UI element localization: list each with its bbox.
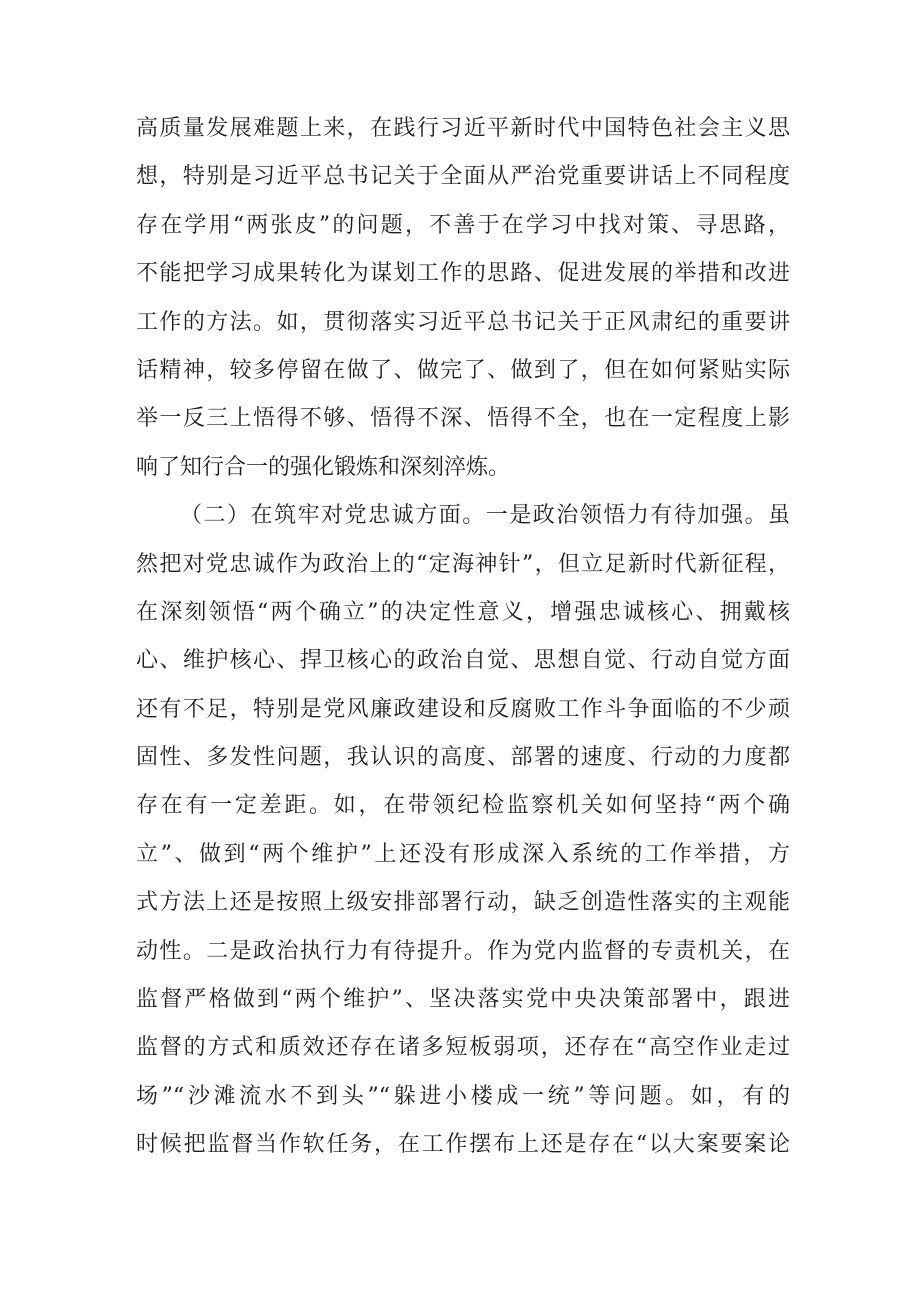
text-line: 时候把监督当作软任务，在工作摆布上还是存在“以大案要案论 xyxy=(136,1132,790,1158)
text-line: 在深刻领悟“两个确立”的决定性意义，增强忠诚核心、拥戴核 xyxy=(136,599,790,625)
text-line: 固性、多发性问题，我认识的高度、部署的速度、行动的力度都 xyxy=(136,745,790,771)
text-line: 不能把学习成果转化为谋划工作的思路、促进发展的举措和改进 xyxy=(136,261,790,287)
paragraph-first-line: （二）在筑牢对党忠诚方面。一是政治领悟力有待加强。虽 xyxy=(180,503,790,529)
text-line: 监督的方式和质效还存在诸多短板弱项，还存在“高空作业走过 xyxy=(136,1035,790,1061)
text-line: 响了知行合一的强化锻炼和深刻淬炼。 xyxy=(136,454,511,480)
text-line: 动性。二是政治执行力有待提升。作为党内监督的专责机关，在 xyxy=(136,938,790,964)
text-line: 工作的方法。如，贯彻落实习近平总书记关于正风肃纪的重要讲 xyxy=(136,309,790,335)
text-line: 高质量发展难题上来，在践行习近平新时代中国特色社会主义思 xyxy=(136,116,790,141)
text-line: 然把对党忠诚作为政治上的“定海神针”，但立足新时代新征程， xyxy=(136,551,790,577)
text-line: 式方法上还是按照上级安排部署行动，缺乏创造性落实的主观能 xyxy=(136,890,790,916)
text-line: 想，特别是习近平总书记关于全面从严治党重要讲话上不同程度 xyxy=(136,164,790,190)
text-line: 举一反三上悟得不够、悟得不深、悟得不全，也在一定程度上影 xyxy=(136,406,790,432)
body-text xyxy=(136,105,790,1170)
text-line: 心、维护核心、捍卫核心的政治自觉、思想自觉、行动自觉方面 xyxy=(136,648,790,674)
text-line: 存在学用“两张皮”的问题，不善于在学习中找对策、寻思路， xyxy=(136,212,790,238)
text-line: 话精神，较多停留在做了、做完了、做到了，但在如何紧贴实际 xyxy=(136,357,790,383)
text-line: 场”“沙滩流水不到头”“躲进小楼成一统”等问题。如，有的 xyxy=(136,1083,790,1109)
text-line: 立”、做到“两个维护”上还没有形成深入系统的工作举措，方 xyxy=(136,841,790,867)
text-line: 还有不足，特别是党风廉政建设和反腐败工作斗争面临的不少顽 xyxy=(136,696,790,722)
text-line: 监督严格做到“两个维护”、坚决落实党中央决策部署中，跟进 xyxy=(136,987,790,1013)
text-line: 存在有一定差距。如，在带领纪检监察机关如何坚持“两个确 xyxy=(136,793,790,819)
